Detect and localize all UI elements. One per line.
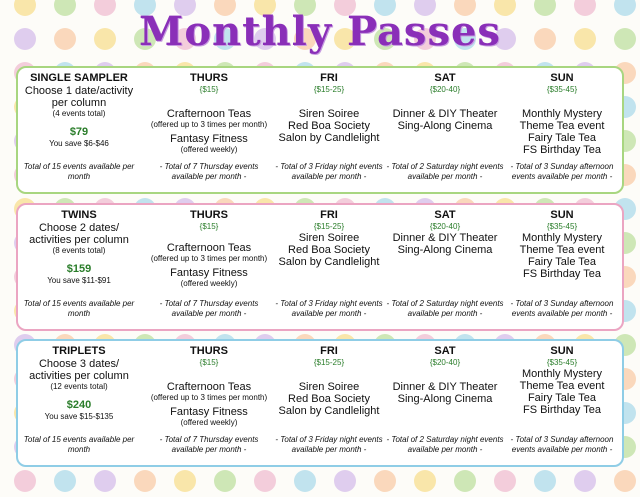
column-footer: - Total of 7 Thursday events available per month - bbox=[159, 435, 259, 454]
polka-dot bbox=[94, 470, 116, 492]
event-name: Salon by Candlelight bbox=[278, 256, 380, 268]
event-name: Monthly Mystery bbox=[521, 368, 603, 380]
event-name: Fantasy Fitness bbox=[170, 406, 248, 418]
polka-dot bbox=[374, 470, 396, 492]
event-name: Crafternoon Teas bbox=[166, 242, 252, 254]
event-name: Fantasy Fitness bbox=[170, 267, 248, 279]
pass-footer: Total of 15 events available per month bbox=[23, 299, 135, 318]
pass-panel-triplets bbox=[16, 339, 624, 467]
pass-savings: You save $15-$135 bbox=[44, 412, 114, 421]
event-name: FS Birthday Tea bbox=[522, 404, 602, 416]
day-label: THURS bbox=[190, 72, 228, 84]
column-sun bbox=[502, 209, 622, 280]
pass-info bbox=[20, 72, 138, 149]
price-range: {$35-45} bbox=[546, 358, 578, 367]
pass-desc-line: Choose 1 date/activity bbox=[24, 85, 134, 97]
pass-desc-line: per column bbox=[51, 97, 107, 109]
polka-dot bbox=[494, 470, 516, 492]
pass-price: $159 bbox=[66, 263, 92, 275]
event-name: Fairy Tale Tea bbox=[527, 392, 597, 404]
event-name: Sing-Along Cinema bbox=[397, 120, 493, 132]
column-footer: - Total of 2 Saturday night events available per month - bbox=[386, 162, 504, 181]
event-name: Crafternoon Teas bbox=[166, 108, 252, 120]
column-sat bbox=[386, 345, 504, 405]
event-name: Siren Soiree bbox=[298, 232, 360, 244]
column-footer: - Total of 3 Friday night events available per month - bbox=[275, 162, 383, 181]
event-note: (offered up to 3 times per month) bbox=[150, 120, 268, 129]
price-range: {$20-40} bbox=[429, 358, 461, 367]
polka-dot bbox=[574, 470, 596, 492]
column-footer: - Total of 7 Thursday events available per month - bbox=[159, 299, 259, 318]
polka-dot bbox=[294, 470, 316, 492]
price-range: {$20-40} bbox=[429, 222, 461, 231]
event-name: Crafternoon Teas bbox=[166, 381, 252, 393]
event-name: Red Boa Society bbox=[288, 244, 370, 256]
day-label: THURS bbox=[190, 209, 228, 221]
column-footer: - Total of 3 Sunday afternoon events available per month - bbox=[510, 435, 614, 454]
pass-savings: You save $11-$91 bbox=[47, 276, 111, 285]
event-name: Fairy Tale Tea bbox=[527, 256, 597, 268]
event-name: Dinner & DIY Theater bbox=[392, 232, 498, 244]
column-sat bbox=[386, 72, 504, 132]
day-label: SUN bbox=[550, 72, 574, 84]
column-footer: - Total of 2 Saturday night events available per month - bbox=[386, 299, 504, 318]
day-label: SAT bbox=[434, 72, 456, 84]
pass-total: (8 events total) bbox=[52, 246, 106, 255]
price-range: {$35-45} bbox=[546, 85, 578, 94]
price-range: {$15-25} bbox=[313, 85, 345, 94]
column-thurs bbox=[146, 209, 272, 289]
event-name: Siren Soiree bbox=[298, 381, 360, 393]
price-range: {$20-40} bbox=[429, 85, 461, 94]
event-name: Siren Soiree bbox=[298, 108, 360, 120]
column-footer: - Total of 3 Friday night events available per month - bbox=[275, 299, 383, 318]
event-name: Theme Tea event bbox=[519, 244, 605, 256]
column-sun bbox=[502, 345, 622, 416]
event-name: Salon by Candlelight bbox=[278, 405, 380, 417]
polka-dot bbox=[254, 470, 276, 492]
price-range: {$15-25} bbox=[313, 358, 345, 367]
event-name: Salon by Candlelight bbox=[278, 132, 380, 144]
day-label: SUN bbox=[550, 345, 574, 357]
day-label: FRI bbox=[320, 72, 338, 84]
event-note: (offered up to 3 times per month) bbox=[150, 254, 268, 263]
price-range: {$15} bbox=[199, 222, 219, 231]
day-label: SAT bbox=[434, 345, 456, 357]
pass-savings: You save $6-$46 bbox=[49, 139, 109, 148]
pass-desc-line: activities per column bbox=[29, 370, 129, 382]
event-name: Fairy Tale Tea bbox=[527, 132, 597, 144]
column-sun bbox=[502, 72, 622, 156]
pass-desc-line: Choose 3 dates/ bbox=[38, 358, 120, 370]
day-label: SUN bbox=[550, 209, 574, 221]
pass-name: SINGLE SAMPLER bbox=[30, 72, 128, 84]
polka-dot bbox=[614, 470, 636, 492]
polka-dot bbox=[454, 470, 476, 492]
price-range: {$35-45} bbox=[546, 222, 578, 231]
column-thurs bbox=[146, 72, 272, 155]
column-fri bbox=[270, 209, 388, 268]
pass-panel-single-sampler bbox=[16, 66, 624, 194]
polka-dot bbox=[134, 470, 156, 492]
pass-desc-line: Choose 2 dates/ bbox=[38, 222, 120, 234]
event-name: Theme Tea event bbox=[519, 380, 605, 392]
pass-name: TWINS bbox=[61, 209, 97, 221]
event-name: Fantasy Fitness bbox=[170, 133, 248, 145]
column-sat bbox=[386, 209, 504, 256]
pass-desc-line: activities per column bbox=[29, 234, 129, 246]
page-title: Monthly Passes bbox=[139, 8, 501, 55]
column-footer: - Total of 2 Saturday night events available per month - bbox=[386, 435, 504, 454]
polka-dot bbox=[174, 470, 196, 492]
day-label: FRI bbox=[320, 209, 338, 221]
event-name: Dinner & DIY Theater bbox=[392, 381, 498, 393]
column-fri bbox=[270, 72, 388, 144]
event-name: Sing-Along Cinema bbox=[397, 244, 493, 256]
event-note: (offered weekly) bbox=[180, 279, 238, 288]
event-name: FS Birthday Tea bbox=[522, 144, 602, 156]
column-footer: - Total of 3 Sunday afternoon events available per month - bbox=[510, 162, 614, 181]
event-name: Dinner & DIY Theater bbox=[392, 108, 498, 120]
column-footer: - Total of 3 Friday night events available per month - bbox=[275, 435, 383, 454]
event-name: FS Birthday Tea bbox=[522, 268, 602, 280]
event-name: Red Boa Society bbox=[288, 120, 370, 132]
column-thurs bbox=[146, 345, 272, 428]
day-label: SAT bbox=[434, 209, 456, 221]
event-name: Monthly Mystery bbox=[521, 232, 603, 244]
polka-dot bbox=[534, 470, 556, 492]
polka-dot bbox=[14, 470, 36, 492]
polka-dot bbox=[214, 470, 236, 492]
pass-price: $79 bbox=[69, 126, 89, 138]
pass-panel-twins bbox=[16, 203, 624, 331]
event-note: (offered weekly) bbox=[180, 145, 238, 154]
pass-info bbox=[20, 345, 138, 422]
pass-name: TRIPLETS bbox=[52, 345, 106, 357]
pass-info bbox=[20, 209, 138, 286]
day-label: FRI bbox=[320, 345, 338, 357]
pass-price: $240 bbox=[66, 399, 92, 411]
column-footer: - Total of 7 Thursday events available per month - bbox=[159, 162, 259, 181]
price-range: {$15} bbox=[199, 85, 219, 94]
pass-footer: Total of 15 events available per month bbox=[23, 162, 135, 181]
polka-dot bbox=[334, 470, 356, 492]
event-name: Monthly Mystery bbox=[521, 108, 603, 120]
event-note: (offered weekly) bbox=[180, 418, 238, 427]
column-footer: - Total of 3 Sunday afternoon events available per month - bbox=[510, 299, 614, 318]
event-note: (offered up to 3 times per month) bbox=[150, 393, 268, 402]
price-range: {$15-25} bbox=[313, 222, 345, 231]
price-range: {$15} bbox=[199, 358, 219, 367]
event-name: Red Boa Society bbox=[288, 393, 370, 405]
event-name: Sing-Along Cinema bbox=[397, 393, 493, 405]
column-fri bbox=[270, 345, 388, 417]
pass-total: (4 events total) bbox=[52, 109, 106, 118]
day-label: THURS bbox=[190, 345, 228, 357]
polka-dot bbox=[54, 470, 76, 492]
pass-footer: Total of 15 events available per month bbox=[23, 435, 135, 454]
pass-total: (12 events total) bbox=[50, 382, 108, 391]
event-name: Theme Tea event bbox=[519, 120, 605, 132]
polka-dot bbox=[414, 470, 436, 492]
